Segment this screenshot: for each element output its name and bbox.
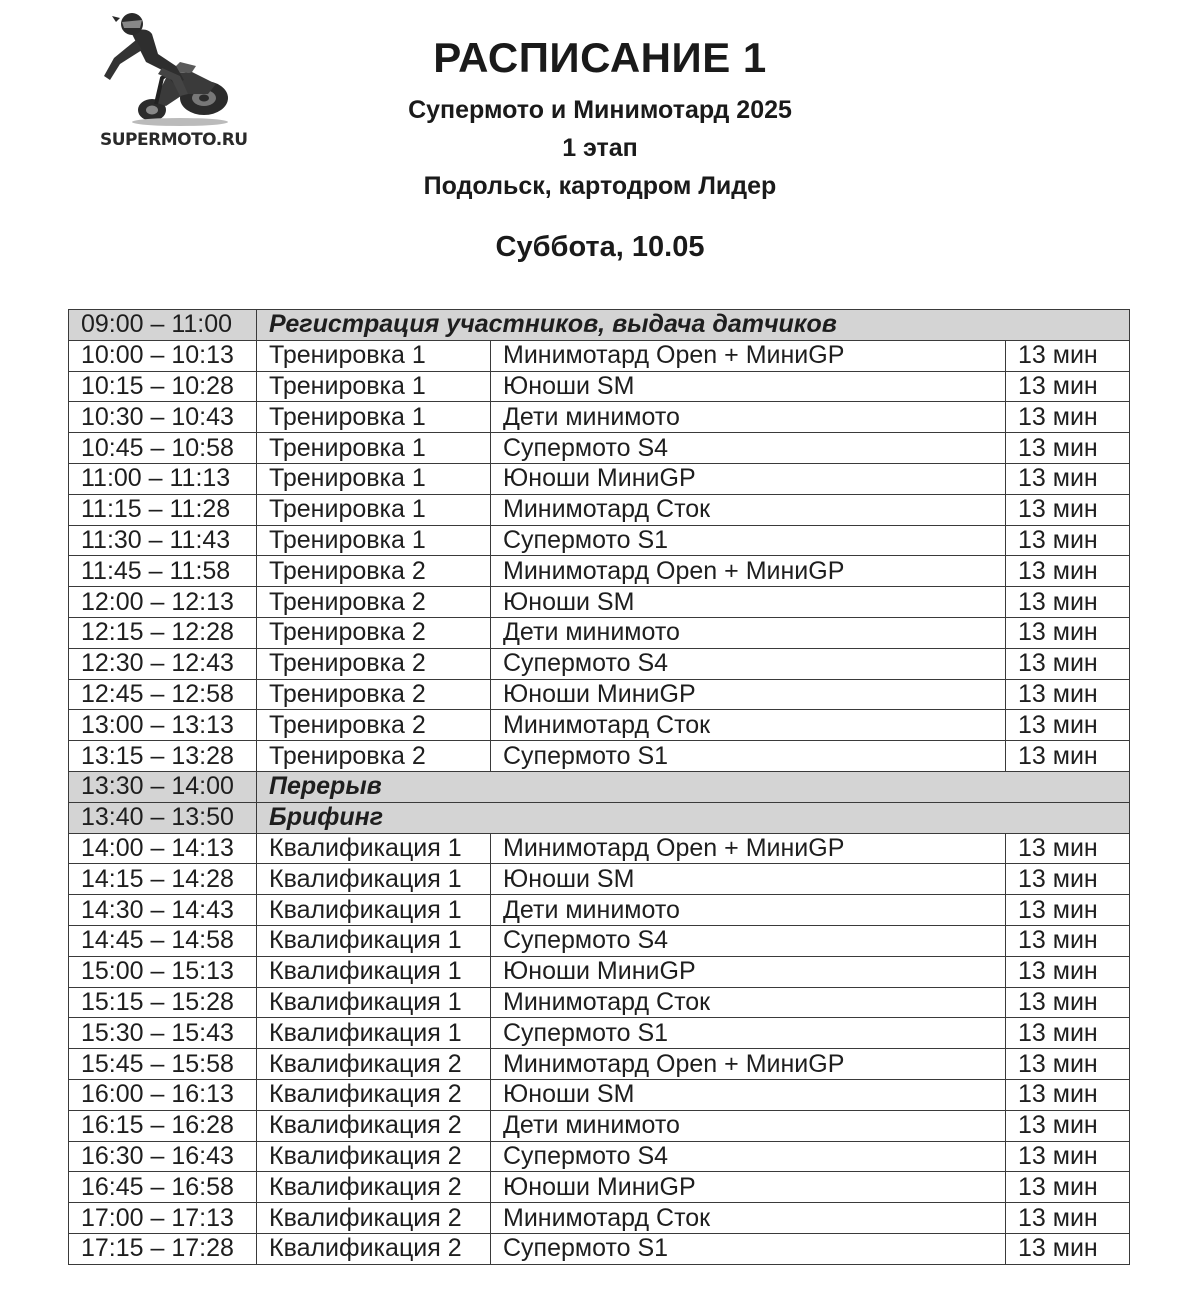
page-title: РАСПИСАНИЕ 1 (433, 34, 767, 81)
time-cell: 16:30 – 16:43 (69, 1141, 257, 1172)
event-stage: 1 этап (562, 134, 638, 162)
session-cell: Тренировка 1 (257, 340, 491, 371)
duration-cell: 13 мин (1006, 556, 1130, 587)
session-cell: Квалификация 2 (257, 1172, 491, 1203)
class-cell: Минимотард Open + МиниGP (491, 556, 1006, 587)
class-cell: Супермото S4 (491, 925, 1006, 956)
session-cell: Тренировка 1 (257, 463, 491, 494)
time-cell: 10:30 – 10:43 (69, 402, 257, 433)
class-cell: Дети минимото (491, 895, 1006, 926)
time-cell: 13:15 – 13:28 (69, 741, 257, 772)
duration-cell: 13 мин (1006, 833, 1130, 864)
schedule-row (69, 525, 1130, 556)
session-cell: Тренировка 2 (257, 617, 491, 648)
session-cell: Тренировка 2 (257, 679, 491, 710)
class-cell: Юноши МиниGP (491, 679, 1006, 710)
class-cell: Супермото S4 (491, 433, 1006, 464)
session-cell: Тренировка 1 (257, 494, 491, 525)
session-cell: Тренировка 2 (257, 587, 491, 618)
time-cell: 14:45 – 14:58 (69, 925, 257, 956)
session-cell: Квалификация 1 (257, 1018, 491, 1049)
class-cell: Юноши SM (491, 864, 1006, 895)
schedule-row (69, 741, 1130, 772)
class-cell: Минимотард Сток (491, 494, 1006, 525)
duration-cell: 13 мин (1006, 648, 1130, 679)
duration-cell: 13 мин (1006, 741, 1130, 772)
session-cell: Тренировка 1 (257, 525, 491, 556)
session-cell: Тренировка 2 (257, 741, 491, 772)
schedule-row (69, 340, 1130, 371)
duration-cell: 13 мин (1006, 1203, 1130, 1234)
duration-cell: 13 мин (1006, 1233, 1130, 1264)
duration-cell: 13 мин (1006, 525, 1130, 556)
time-cell: 12:45 – 12:58 (69, 679, 257, 710)
duration-cell: 13 мин (1006, 402, 1130, 433)
session-cell: Тренировка 1 (257, 402, 491, 433)
schedule-row (69, 833, 1130, 864)
duration-cell: 13 мин (1006, 1141, 1130, 1172)
event-cell: Регистрация участников, выдача датчиков (257, 310, 1130, 341)
schedule-table (68, 309, 1130, 1265)
schedule-row (69, 956, 1130, 987)
time-cell: 11:45 – 11:58 (69, 556, 257, 587)
session-cell: Тренировка 1 (257, 371, 491, 402)
session-cell: Тренировка 2 (257, 556, 491, 587)
class-cell: Минимотард Сток (491, 987, 1006, 1018)
time-cell: 11:15 – 11:28 (69, 494, 257, 525)
class-cell: Минимотард Open + МиниGP (491, 833, 1006, 864)
session-cell: Тренировка 2 (257, 710, 491, 741)
session-cell: Квалификация 1 (257, 895, 491, 926)
time-cell: 13:30 – 14:00 (69, 771, 257, 802)
schedule-row (69, 1018, 1130, 1049)
time-cell: 17:00 – 17:13 (69, 1203, 257, 1234)
schedule-row (69, 1172, 1130, 1203)
schedule-row (69, 1079, 1130, 1110)
schedule-row (69, 617, 1130, 648)
time-cell: 16:15 – 16:28 (69, 1110, 257, 1141)
class-cell: Юноши SM (491, 371, 1006, 402)
duration-cell: 13 мин (1006, 433, 1130, 464)
time-cell: 11:00 – 11:13 (69, 463, 257, 494)
duration-cell: 13 мин (1006, 617, 1130, 648)
time-cell: 10:45 – 10:58 (69, 433, 257, 464)
time-cell: 14:15 – 14:28 (69, 864, 257, 895)
class-cell: Минимотард Open + МиниGP (491, 1049, 1006, 1080)
class-cell: Дети минимото (491, 617, 1006, 648)
time-cell: 16:45 – 16:58 (69, 1172, 257, 1203)
time-cell: 12:30 – 12:43 (69, 648, 257, 679)
schedule-special-row (69, 310, 1130, 341)
schedule-row (69, 679, 1130, 710)
session-cell: Квалификация 2 (257, 1141, 491, 1172)
schedule-row (69, 371, 1130, 402)
schedule-row (69, 1203, 1130, 1234)
schedule-row (69, 1049, 1130, 1080)
session-cell: Квалификация 2 (257, 1110, 491, 1141)
time-cell: 12:15 – 12:28 (69, 617, 257, 648)
time-cell: 13:40 – 13:50 (69, 802, 257, 833)
session-cell: Квалификация 1 (257, 864, 491, 895)
duration-cell: 13 мин (1006, 956, 1130, 987)
duration-cell: 13 мин (1006, 1018, 1130, 1049)
time-cell: 10:15 – 10:28 (69, 371, 257, 402)
event-name: Супермото и Минимотард 2025 (408, 96, 792, 124)
duration-cell: 13 мин (1006, 340, 1130, 371)
duration-cell: 13 мин (1006, 1079, 1130, 1110)
class-cell: Юноши МиниGP (491, 463, 1006, 494)
duration-cell: 13 мин (1006, 1110, 1130, 1141)
schedule-row (69, 987, 1130, 1018)
schedule-special-row (69, 771, 1130, 802)
schedule-row (69, 587, 1130, 618)
duration-cell: 13 мин (1006, 864, 1130, 895)
time-cell: 11:30 – 11:43 (69, 525, 257, 556)
schedule-row (69, 648, 1130, 679)
duration-cell: 13 мин (1006, 587, 1130, 618)
class-cell: Супермото S4 (491, 648, 1006, 679)
schedule-row (69, 402, 1130, 433)
session-cell: Тренировка 2 (257, 648, 491, 679)
schedule-row (69, 864, 1130, 895)
session-cell: Квалификация 1 (257, 833, 491, 864)
session-cell: Квалификация 1 (257, 987, 491, 1018)
time-cell: 16:00 – 16:13 (69, 1079, 257, 1110)
duration-cell: 13 мин (1006, 987, 1130, 1018)
duration-cell: 13 мин (1006, 494, 1130, 525)
schedule-special-row (69, 802, 1130, 833)
schedule-row (69, 433, 1130, 464)
class-cell: Минимотард Сток (491, 710, 1006, 741)
schedule-row (69, 710, 1130, 741)
class-cell: Супермото S4 (491, 1141, 1006, 1172)
schedule-row (69, 494, 1130, 525)
duration-cell: 13 мин (1006, 710, 1130, 741)
logo-text: SUPERMOTO.RU (100, 130, 248, 150)
class-cell: Юноши МиниGP (491, 956, 1006, 987)
schedule-day: Суббота, 10.05 (495, 231, 705, 263)
class-cell: Дети минимото (491, 402, 1006, 433)
schedule-row (69, 556, 1130, 587)
event-location: Подольск, картодром Лидер (423, 172, 777, 200)
time-cell: 15:30 – 15:43 (69, 1018, 257, 1049)
schedule-row (69, 1110, 1130, 1141)
class-cell: Супермото S1 (491, 1233, 1006, 1264)
time-cell: 14:30 – 14:43 (69, 895, 257, 926)
time-cell: 09:00 – 11:00 (69, 310, 257, 341)
session-cell: Квалификация 2 (257, 1079, 491, 1110)
time-cell: 15:45 – 15:58 (69, 1049, 257, 1080)
session-cell: Квалификация 1 (257, 925, 491, 956)
class-cell: Супермото S1 (491, 1018, 1006, 1049)
time-cell: 13:00 – 13:13 (69, 710, 257, 741)
schedule-row (69, 925, 1130, 956)
time-cell: 12:00 – 12:13 (69, 587, 257, 618)
class-cell: Минимотард Open + МиниGP (491, 340, 1006, 371)
class-cell: Юноши МиниGP (491, 1172, 1006, 1203)
duration-cell: 13 мин (1006, 463, 1130, 494)
session-cell: Тренировка 1 (257, 433, 491, 464)
schedule-row (69, 1141, 1130, 1172)
schedule-row (69, 895, 1130, 926)
event-cell: Брифинг (257, 802, 1130, 833)
duration-cell: 13 мин (1006, 371, 1130, 402)
schedule-row (69, 1233, 1130, 1264)
session-cell: Квалификация 1 (257, 956, 491, 987)
duration-cell: 13 мин (1006, 1049, 1130, 1080)
time-cell: 17:15 – 17:28 (69, 1233, 257, 1264)
class-cell: Минимотард Сток (491, 1203, 1006, 1234)
duration-cell: 13 мин (1006, 679, 1130, 710)
class-cell: Дети минимото (491, 1110, 1006, 1141)
time-cell: 15:15 – 15:28 (69, 987, 257, 1018)
time-cell: 10:00 – 10:13 (69, 340, 257, 371)
duration-cell: 13 мин (1006, 925, 1130, 956)
session-cell: Квалификация 2 (257, 1049, 491, 1080)
session-cell: Квалификация 2 (257, 1203, 491, 1234)
duration-cell: 13 мин (1006, 1172, 1130, 1203)
time-cell: 14:00 – 14:13 (69, 833, 257, 864)
schedule-row (69, 463, 1130, 494)
class-cell: Супермото S1 (491, 525, 1006, 556)
class-cell: Супермото S1 (491, 741, 1006, 772)
schedule-body (69, 310, 1130, 1265)
time-cell: 15:00 – 15:13 (69, 956, 257, 987)
event-cell: Перерыв (257, 771, 1130, 802)
class-cell: Юноши SM (491, 1079, 1006, 1110)
class-cell: Юноши SM (491, 587, 1006, 618)
session-cell: Квалификация 2 (257, 1233, 491, 1264)
duration-cell: 13 мин (1006, 895, 1130, 926)
